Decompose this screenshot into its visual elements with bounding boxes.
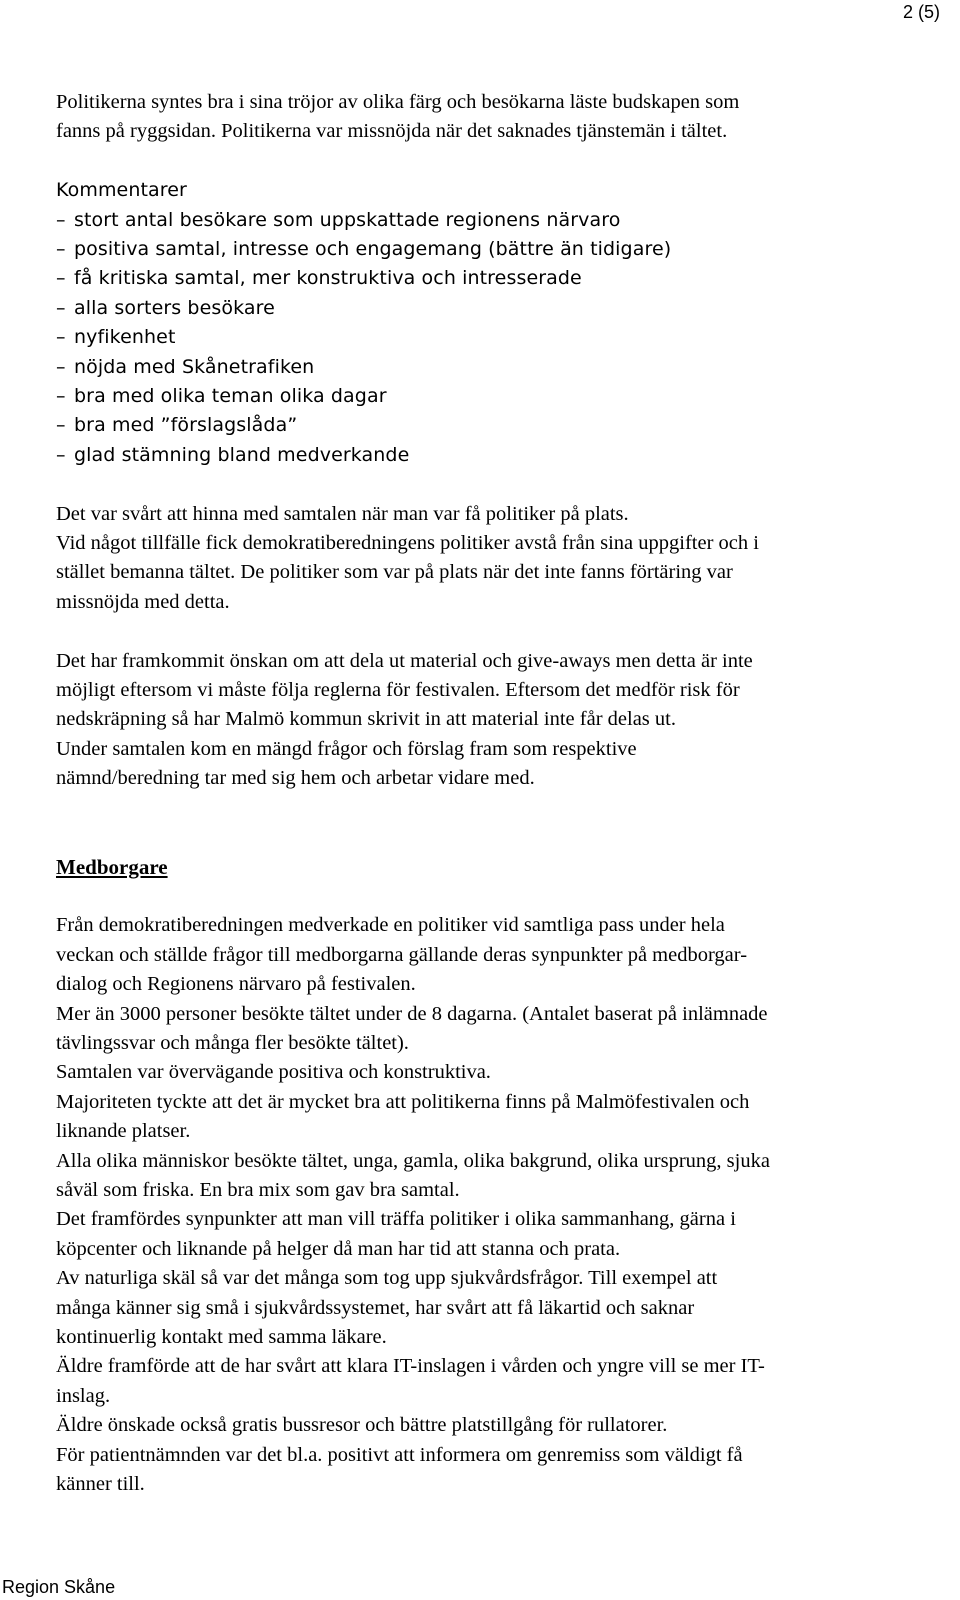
spacer bbox=[56, 794, 936, 853]
list-item: – bra med olika teman olika dagar bbox=[56, 382, 936, 411]
spacer bbox=[56, 470, 936, 499]
comments-list bbox=[56, 206, 936, 471]
comments-block bbox=[56, 176, 936, 470]
spacer bbox=[56, 147, 936, 176]
spacer bbox=[56, 617, 936, 646]
page-number: 2 (5) bbox=[902, 2, 940, 22]
list-item: – glad stämning bland medverkande bbox=[56, 441, 936, 470]
list-item: – alla sorters besökare bbox=[56, 294, 936, 323]
paragraph-staffing: Det var svårt att hinna med samtalen när man var få politiker på plats. Vid något tillfälle fick demokratiberedningens politiker avstå från sina uppgifter och i stället bemanna tältet. De politiker som var på plats när det inte fanns förtäring var missnöjda med detta. bbox=[56, 502, 759, 613]
paragraph-citizens: Från demokratiberedningen medverkade en politiker vid samtliga pass under hela veckan och ställde frågor till medborgarna gällande deras synpunkter på medborgar- dialog och Regionens närvaro på festivalen. Mer än 3000 personer besökte tältet under de 8 dagarna. (Antalet baserat på inlämnade tävlingssvar och många fler besökte tältet). Samtalen var övervägande positiva och konstruktiva. Majoriteten tyckte att det är mycket bra att politikerna finns på Malmöfestivalen och liknande platser. Alla olika människor besökte tältet, unga, gamla, olika bakgrund, olika ursprung, sjuka såväl som friska. En bra mix som gav bra samtal. Det framfördes synpunkter att man vill träffa politiker i olika sammanhang, gärna i köpcenter och liknande på helger då man har tid att stanna och prata. Av naturliga skäl så var det många som tog upp sjukvårdsfrågor. Till exempel att många känner sig små i sjukvårdssystemet, har svårt att få läkartid och saknar kontinuerlig kontakt med samma läkare. Äldre framförde att de har svårt att klara IT-inslagen i vården och yngre vill se mer IT- inslag. Äldre önskade också gratis bussresor och bättre platstillgång för rullatorer. För patientnämnden var det bl.a. positivt att informera om genremiss som väldigt få känner till. bbox=[56, 914, 770, 1496]
list-item: – stort antal besökare som uppskattade regionens närvaro bbox=[56, 206, 936, 235]
list-item: – bra med ”förslagslåda” bbox=[56, 411, 936, 440]
paragraph-material: Det har framkommit önskan om att dela ut material och give-aways men detta är inte möjligt eftersom vi måste följa reglerna för festivalen. Eftersom det medför risk för nedskräpning så har Malmö kommun skrivit in att material inte får delas ut. Under samtalen kom en mängd frågor och förslag fram som respektive nämnd/beredning tar med sig hem och arbetar vidare med. bbox=[56, 649, 753, 790]
list-item: – nöjda med Skånetrafiken bbox=[56, 353, 936, 382]
list-item: – få kritiska samtal, mer konstruktiva och intresserade bbox=[56, 264, 936, 293]
list-item: – nyfikenhet bbox=[56, 323, 936, 352]
list-item: – positiva samtal, intresse och engagemang (bättre än tidigare) bbox=[56, 235, 936, 264]
spacer bbox=[56, 882, 936, 911]
intro-paragraph: Politikerna syntes bra i sina tröjor av olika färg och besökarna läste budskapen som fanns på ryggsidan. Politikerna var missnöjda när det saknades tjänstemän i tältet. bbox=[56, 91, 740, 143]
footer-organization: Region Skåne bbox=[2, 1577, 116, 1597]
section-heading: Medborgare bbox=[56, 854, 168, 879]
document-body bbox=[56, 88, 936, 1499]
comments-title: Kommentarer bbox=[56, 179, 187, 202]
